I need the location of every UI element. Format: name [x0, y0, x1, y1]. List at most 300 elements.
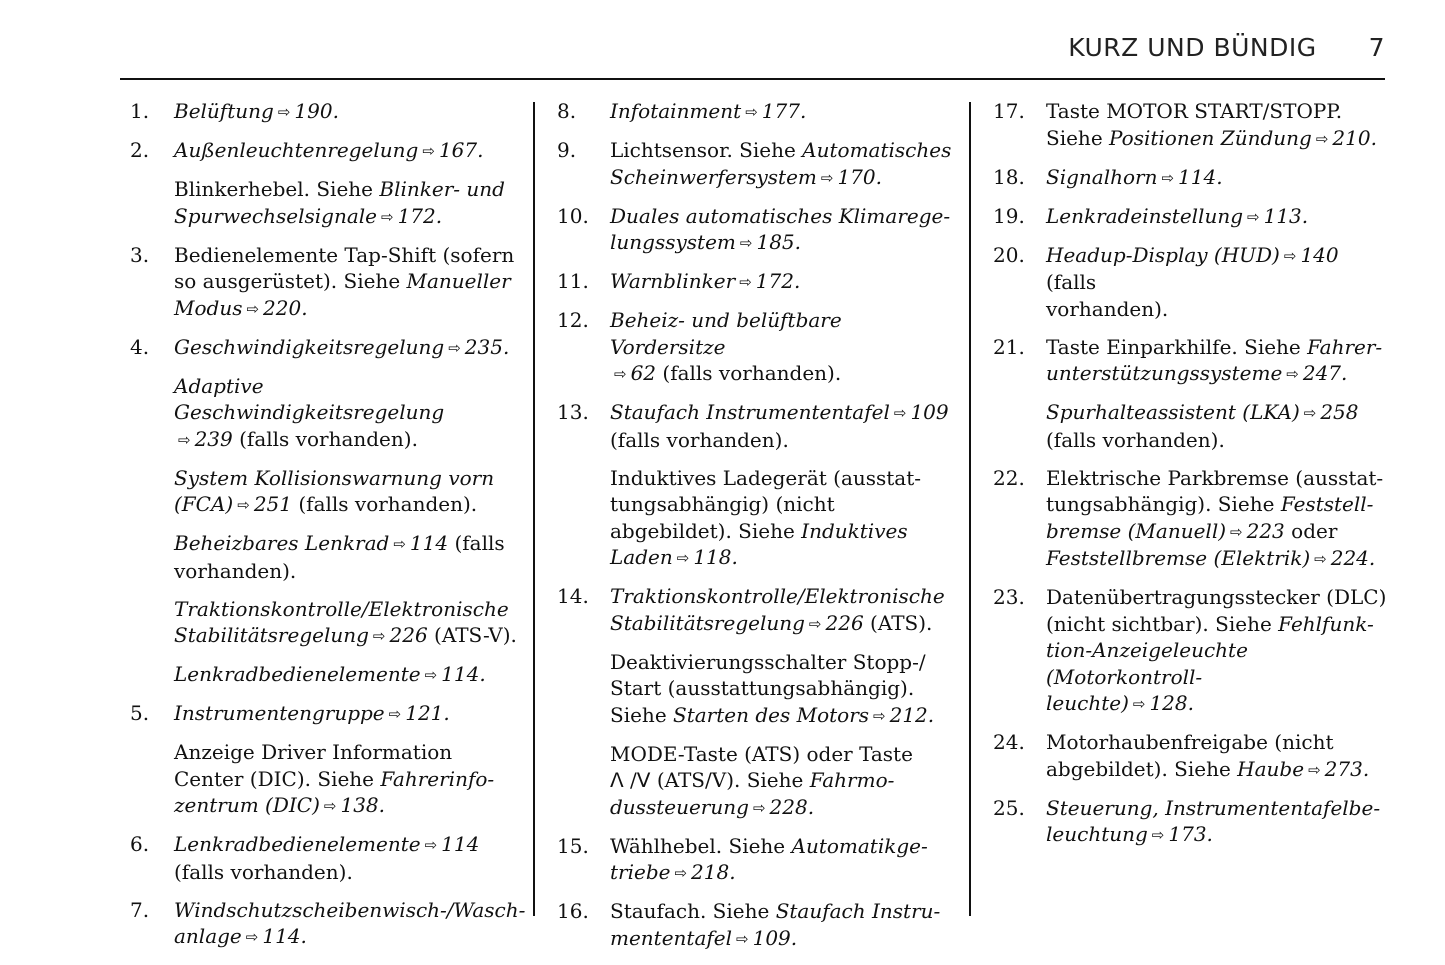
- text-line: [610, 610, 952, 638]
- reference-text: mententafel: [610, 925, 733, 950]
- reference-text: 121.: [405, 701, 450, 725]
- reference-text: 172.: [397, 203, 443, 228]
- page-reference-arrow-icon: ⇨: [614, 365, 627, 383]
- text-line: [610, 702, 952, 730]
- page-reference-arrow-icon: ⇨: [246, 299, 260, 318]
- reference-text: Duales automatisches Klimarege-: [610, 203, 951, 228]
- reference-text: Stabilitätsregelung: [174, 623, 369, 647]
- reference-text: 210.: [1332, 125, 1377, 150]
- list-item: [993, 203, 1393, 231]
- item-number: 22.: [993, 465, 1025, 490]
- reference-text: Instrumentengruppe: [174, 701, 385, 725]
- item-number: 17.: [993, 99, 1025, 123]
- reference-text: 185.: [756, 230, 801, 254]
- reference-text: 190.: [294, 99, 339, 123]
- body-text: (falls vorhanden).: [292, 492, 478, 516]
- reference-text: Fahrerinfo-: [380, 766, 495, 791]
- reference-text: Stabilitätsregelung: [610, 610, 805, 635]
- item-number: 3.: [130, 242, 150, 267]
- body-text: Lichtsensor. Siehe: [610, 138, 803, 162]
- text-line: [1046, 334, 1393, 361]
- reference-text: 251: [253, 492, 292, 516]
- reference-text: Adaptive Geschwindigkeitsregelung: [174, 373, 445, 424]
- reference-text: 109.: [752, 925, 798, 950]
- page-reference-arrow-icon: ⇨: [873, 706, 886, 725]
- page-reference-arrow-icon: ⇨: [739, 234, 753, 252]
- list-item: [557, 203, 952, 257]
- page-reference-arrow-icon: ⇨: [237, 496, 250, 514]
- list-item: [993, 465, 1393, 573]
- body-text: Taste Einparkhilfe. Siehe: [1046, 334, 1308, 359]
- list-item: [557, 307, 952, 388]
- reference-text: 114: [441, 832, 480, 856]
- reference-text: Automatikge-: [791, 833, 928, 858]
- list-item: [557, 268, 952, 296]
- item-number: 16.: [557, 899, 589, 923]
- text-line: [174, 792, 525, 820]
- text-line: [174, 295, 525, 323]
- text-line: [1046, 690, 1393, 718]
- text-line: [1046, 399, 1393, 427]
- reference-text: leuchtung: [1046, 822, 1148, 846]
- text-line: [174, 831, 525, 859]
- list-item-note: [130, 596, 525, 650]
- item-number: 25.: [993, 795, 1025, 820]
- list-item: [130, 831, 525, 885]
- body-text: Wählhebel. Siehe: [610, 833, 792, 858]
- text-line: [174, 98, 525, 126]
- item-number: 18.: [993, 164, 1025, 189]
- text-line: [1046, 584, 1393, 611]
- item-number: 19.: [993, 203, 1025, 228]
- text-line: [1046, 427, 1393, 454]
- text-line: [174, 923, 525, 951]
- list-item: [130, 334, 525, 362]
- reference-text: 258: [1320, 400, 1359, 424]
- text-line: [610, 518, 952, 545]
- text-line: [610, 203, 952, 230]
- page-reference-arrow-icon: ⇨: [676, 549, 690, 567]
- text-line: [1046, 203, 1393, 231]
- reference-text: Lenkradbedienelemente: [174, 662, 421, 686]
- item-number: 4.: [130, 334, 150, 359]
- text-line: [1046, 360, 1393, 388]
- text-line: [1046, 545, 1393, 573]
- list-item: [557, 137, 952, 191]
- body-text: Siehe: [1046, 125, 1110, 150]
- reference-text: 114.: [262, 924, 307, 948]
- body-text: vorhanden).: [1046, 296, 1169, 321]
- reference-text: Geschwindigkeitsregelung: [174, 334, 445, 359]
- text-line: [610, 427, 952, 454]
- text-line: [174, 700, 525, 728]
- reference-text: 220.: [263, 295, 308, 320]
- list-item: [557, 98, 952, 126]
- body-text: (falls vorhanden).: [656, 361, 842, 385]
- column-1: [130, 98, 525, 962]
- reference-text: Warnblinker: [610, 269, 736, 293]
- page-reference-arrow-icon: ⇨: [448, 338, 461, 357]
- text-line: [174, 203, 525, 231]
- page-reference-arrow-icon: ⇨: [1230, 522, 1243, 541]
- reference-text: Außenleuchtenregelung: [174, 138, 419, 162]
- reference-text: Beheiz- und belüftbare Vordersitze: [610, 308, 842, 359]
- reference-text: 170.: [837, 164, 882, 189]
- text-line: [174, 268, 525, 295]
- reference-text: 172.: [755, 269, 801, 293]
- page-reference-arrow-icon: ⇨: [1151, 826, 1165, 844]
- text-line: [174, 622, 525, 650]
- page-reference-arrow-icon: ⇨: [380, 207, 394, 226]
- page-reference-arrow-icon: ⇨: [1132, 695, 1146, 713]
- text-line: [610, 859, 952, 887]
- page-reference-arrow-icon: ⇨: [1283, 246, 1297, 265]
- text-line: [174, 176, 525, 203]
- item-number: 14.: [557, 584, 589, 608]
- text-line: [174, 465, 525, 492]
- reference-text: 138.: [340, 793, 386, 817]
- list-item-note: [557, 741, 952, 822]
- reference-text: Blinker- und: [379, 177, 505, 201]
- text-line: [174, 859, 525, 886]
- page-reference-arrow-icon: ⇨: [808, 614, 822, 633]
- reference-text: Headup-Display (HUD): [1046, 242, 1280, 267]
- text-line: [1046, 98, 1393, 125]
- list-item: [993, 729, 1393, 783]
- header-rule: [120, 78, 1385, 80]
- reference-text: Traktionskontrolle/Elektronische: [174, 596, 509, 621]
- list-item: [993, 98, 1393, 152]
- page-reference-arrow-icon: ⇨: [1308, 760, 1321, 779]
- body-text: (falls vorhanden).: [232, 426, 418, 451]
- text-line: [610, 649, 952, 676]
- reference-text: Scheinwerfersystem: [610, 164, 817, 189]
- body-text: tungsabhängig). Siehe: [1046, 492, 1281, 516]
- text-line: [1046, 756, 1393, 784]
- reference-text: Modus: [174, 295, 243, 320]
- item-number: 12.: [557, 308, 589, 332]
- page-reference-arrow-icon: ⇨: [372, 627, 386, 645]
- reference-text: tion-Anzeigeleuchte (Motorkontroll-: [1046, 638, 1248, 689]
- page-reference-arrow-icon: ⇨: [752, 798, 766, 817]
- page-reference-arrow-icon: ⇨: [1286, 365, 1299, 383]
- text-line: [610, 307, 952, 360]
- list-item-note: [130, 176, 525, 230]
- body-text: tungsabhängig) (nicht: [610, 492, 835, 516]
- reference-text: Steuerung, Instrumententafelbe-: [1046, 795, 1381, 820]
- body-text: (falls: [1046, 270, 1097, 294]
- reference-text: Windschutzscheibenwisch-/Wasch-: [174, 897, 526, 922]
- text-line: [1046, 164, 1393, 192]
- list-item-note: [557, 649, 952, 730]
- text-line: [610, 164, 952, 192]
- reference-text: anlage: [174, 924, 242, 948]
- reference-text: Lenkradeinstellung: [1046, 203, 1244, 228]
- text-line: [610, 465, 952, 492]
- reference-text: Traktionskontrolle/Elektronische: [610, 584, 945, 608]
- reference-text: Starten des Motors: [673, 702, 870, 727]
- reference-text: 273.: [1324, 756, 1370, 781]
- text-line: [1046, 242, 1393, 296]
- page-reference-arrow-icon: ⇨: [245, 928, 259, 946]
- text-line: [174, 766, 525, 793]
- text-line: [174, 137, 525, 165]
- text-line: [610, 137, 952, 164]
- text-line: [610, 833, 952, 860]
- body-text: Deaktivierungsschalter Stopp-/: [610, 649, 926, 674]
- reference-text: 114: [409, 531, 449, 555]
- body-text: Anzeige Driver Information: [174, 740, 453, 764]
- list-item-note: [130, 530, 525, 584]
- reference-text: Staufach Instru-: [775, 899, 941, 923]
- reference-text: Haube: [1237, 756, 1305, 781]
- body-text: Staufach. Siehe: [610, 899, 776, 923]
- reference-text: Manueller: [406, 269, 511, 293]
- reference-text: (FCA): [174, 492, 234, 516]
- item-number: 6.: [130, 832, 150, 856]
- list-item: [557, 583, 952, 637]
- page-reference-arrow-icon: ⇨: [424, 836, 438, 854]
- body-text: (nicht sichtbar). Siehe: [1046, 611, 1279, 636]
- page-reference-arrow-icon: ⇨: [1314, 550, 1327, 568]
- reference-text: 177.: [761, 99, 807, 123]
- reference-text: Positionen Zündung: [1109, 125, 1312, 150]
- item-number: 1.: [130, 99, 150, 123]
- reference-text: 218.: [691, 860, 736, 884]
- text-line: [174, 334, 525, 362]
- list-item: [993, 164, 1393, 192]
- text-line: [610, 741, 952, 768]
- page-reference-arrow-icon: ⇨: [393, 535, 406, 553]
- reference-text: triebe: [610, 860, 671, 884]
- text-line: [610, 898, 952, 925]
- text-line: [610, 544, 952, 572]
- text-line: [1046, 729, 1393, 756]
- text-line: [1046, 637, 1393, 690]
- list-item: [130, 897, 525, 951]
- reference-text: 128.: [1149, 691, 1194, 715]
- body-text: Siehe: [610, 702, 674, 727]
- text-line: [1046, 465, 1393, 492]
- list-item: [557, 399, 952, 453]
- reference-text: 109: [910, 400, 949, 424]
- text-line: [174, 897, 525, 924]
- section-title: KURZ UND BÜNDIG: [1068, 33, 1317, 62]
- text-line: [1046, 821, 1393, 849]
- list-item: [130, 700, 525, 728]
- text-line: [1046, 296, 1393, 323]
- item-number: 21.: [993, 334, 1025, 359]
- reference-text: Belüftung: [174, 99, 274, 123]
- page-reference-arrow-icon: ⇨: [424, 666, 438, 684]
- page-reference-arrow-icon: ⇨: [893, 404, 907, 422]
- reference-text: 113.: [1263, 203, 1309, 228]
- reference-text: Fehlfunk-: [1278, 611, 1374, 636]
- column-3: [993, 98, 1393, 860]
- body-text: Elektrische Parkbremse (ausstat-: [1046, 465, 1384, 490]
- reference-text: zentrum (DIC): [174, 793, 320, 817]
- reference-text: 226: [389, 623, 428, 647]
- body-text: Blinkerhebel. Siehe: [174, 177, 380, 201]
- body-text: (ATS).: [863, 610, 933, 635]
- list-item: [557, 833, 952, 887]
- reference-text: 212.: [889, 702, 935, 727]
- page-reference-arrow-icon: ⇨: [1303, 404, 1317, 422]
- reference-text: Spurhalteassistent (LKA): [1046, 400, 1300, 424]
- reference-text: Feststellbremse (Elektrik): [1046, 546, 1311, 570]
- text-line: [174, 242, 525, 269]
- reference-text: Spurwechselsignale: [174, 203, 377, 228]
- body-text: vorhanden).: [174, 558, 297, 583]
- reference-text: Feststell-: [1280, 492, 1374, 516]
- reference-text: System Kollisionswarnung vorn: [174, 465, 495, 490]
- list-item: [130, 137, 525, 165]
- text-line: [174, 426, 525, 454]
- body-text: (ATS-V).: [427, 623, 517, 647]
- reference-text: 235.: [464, 334, 510, 359]
- item-number: 7.: [130, 897, 150, 922]
- reference-text: Beheizbares Lenkrad: [174, 531, 390, 555]
- reference-text: Lenkradbedienelemente: [174, 832, 421, 856]
- list-item-note: [130, 465, 525, 519]
- body-text: ᐱ /ᐯ (ATS/V). Siehe: [610, 768, 810, 792]
- text-line: [610, 583, 952, 610]
- reference-text: Staufach Instrumententafel: [610, 400, 890, 424]
- body-text: Bedienelemente Tap-Shift (sofern: [174, 242, 515, 267]
- reference-text: Signalhorn: [1046, 164, 1158, 189]
- text-line: [610, 767, 952, 794]
- reference-text: bremse (Manuell): [1046, 518, 1227, 543]
- body-text: (falls vorhanden).: [174, 859, 353, 884]
- reference-text: 167.: [438, 138, 484, 162]
- page-reference-arrow-icon: ⇨: [1247, 207, 1260, 226]
- reference-text: 239: [194, 426, 233, 451]
- item-number: 2.: [130, 138, 150, 162]
- item-number: 8.: [557, 99, 577, 123]
- body-text: Datenübertragungsstecker (DLC): [1046, 585, 1387, 609]
- page-reference-arrow-icon: ⇨: [1315, 129, 1329, 148]
- text-line: [1046, 518, 1393, 546]
- list-item-note: [130, 661, 525, 689]
- body-text: Center (DIC). Siehe: [174, 766, 381, 791]
- reference-text: lungssystem: [610, 230, 736, 254]
- text-line: [1046, 795, 1393, 822]
- text-line: [610, 399, 952, 427]
- column-divider: [533, 102, 535, 916]
- reference-text: Fahrer-: [1307, 334, 1383, 359]
- list-item-note: [993, 399, 1393, 453]
- text-line: [1046, 125, 1393, 153]
- page-number: 7: [1368, 33, 1385, 62]
- text-line: [610, 491, 952, 518]
- reference-text: Infotainment: [610, 99, 742, 123]
- body-text: (falls: [448, 531, 505, 555]
- text-line: [610, 360, 952, 388]
- text-line: [610, 675, 952, 702]
- page-reference-arrow-icon: ⇨: [736, 929, 749, 948]
- text-line: [610, 98, 952, 126]
- list-item: [993, 334, 1393, 388]
- reference-text: dussteuerung: [610, 794, 749, 819]
- list-item-note: [557, 465, 952, 572]
- reference-text: Fahrmo-: [809, 768, 895, 792]
- list-item: [130, 242, 525, 323]
- item-number: 10.: [557, 203, 589, 228]
- body-text: (falls vorhanden).: [610, 427, 789, 452]
- reference-text: leuchte): [1046, 691, 1129, 715]
- text-line: [174, 558, 525, 585]
- list-item: [557, 898, 952, 952]
- text-line: [174, 596, 525, 623]
- item-number: 24.: [993, 730, 1025, 754]
- reference-text: 224.: [1330, 546, 1376, 570]
- list-item-note: [130, 373, 525, 454]
- reference-text: 226: [825, 610, 864, 635]
- column-2: [557, 98, 952, 964]
- list-item: [993, 242, 1393, 323]
- page-reference-arrow-icon: ⇨: [745, 103, 758, 121]
- reference-text: 173.: [1168, 822, 1213, 846]
- text-line: [610, 268, 952, 296]
- page-header: [1068, 33, 1385, 62]
- body-text: Taste MOTOR START/STOPP.: [1046, 99, 1343, 123]
- text-line: [610, 229, 952, 257]
- item-number: 15.: [557, 833, 589, 858]
- body-text: MODE-Taste (ATS) oder Taste: [610, 741, 913, 766]
- list-item: [993, 584, 1393, 718]
- text-line: [1046, 491, 1393, 518]
- reference-text: 223: [1246, 518, 1285, 543]
- page-reference-arrow-icon: ⇨: [323, 797, 337, 815]
- item-number: 9.: [557, 138, 577, 162]
- body-text: abgebildet). Siehe: [1046, 756, 1238, 781]
- reference-text: Automatisches: [802, 138, 952, 162]
- reference-text: 118.: [693, 545, 738, 569]
- text-line: [174, 739, 525, 766]
- text-line: [1046, 611, 1393, 638]
- list-item-note: [130, 739, 525, 820]
- page-reference-arrow-icon: ⇨: [422, 142, 435, 160]
- text-line: [174, 373, 525, 426]
- item-number: 20.: [993, 242, 1025, 267]
- text-line: [610, 794, 952, 822]
- body-text: oder: [1284, 518, 1338, 543]
- page-reference-arrow-icon: ⇨: [1161, 168, 1175, 187]
- reference-text: 228.: [769, 794, 815, 819]
- page-reference-arrow-icon: ⇨: [178, 430, 191, 449]
- text-line: [174, 661, 525, 689]
- body-text: Induktives Ladegerät (ausstat-: [610, 465, 922, 490]
- page-reference-arrow-icon: ⇨: [277, 103, 291, 121]
- reference-text: Induktives: [801, 518, 908, 543]
- reference-text: Laden: [610, 545, 673, 569]
- body-text: Motorhaubenfreigabe (nicht: [1046, 730, 1334, 754]
- page-reference-arrow-icon: ⇨: [820, 168, 834, 187]
- body-text: abgebildet). Siehe: [610, 518, 802, 543]
- list-item: [993, 795, 1393, 849]
- text-line: [174, 491, 525, 519]
- reference-text: 114.: [1178, 164, 1223, 189]
- reference-text: 247.: [1302, 361, 1348, 385]
- page-reference-arrow-icon: ⇨: [388, 705, 402, 723]
- text-line: [610, 925, 952, 953]
- reference-text: 114.: [441, 662, 486, 686]
- item-number: 23.: [993, 585, 1025, 609]
- column-divider: [969, 102, 971, 916]
- body-text: Start (ausstattungsabhängig).: [610, 676, 915, 700]
- item-number: 11.: [557, 269, 589, 293]
- item-number: 5.: [130, 701, 150, 725]
